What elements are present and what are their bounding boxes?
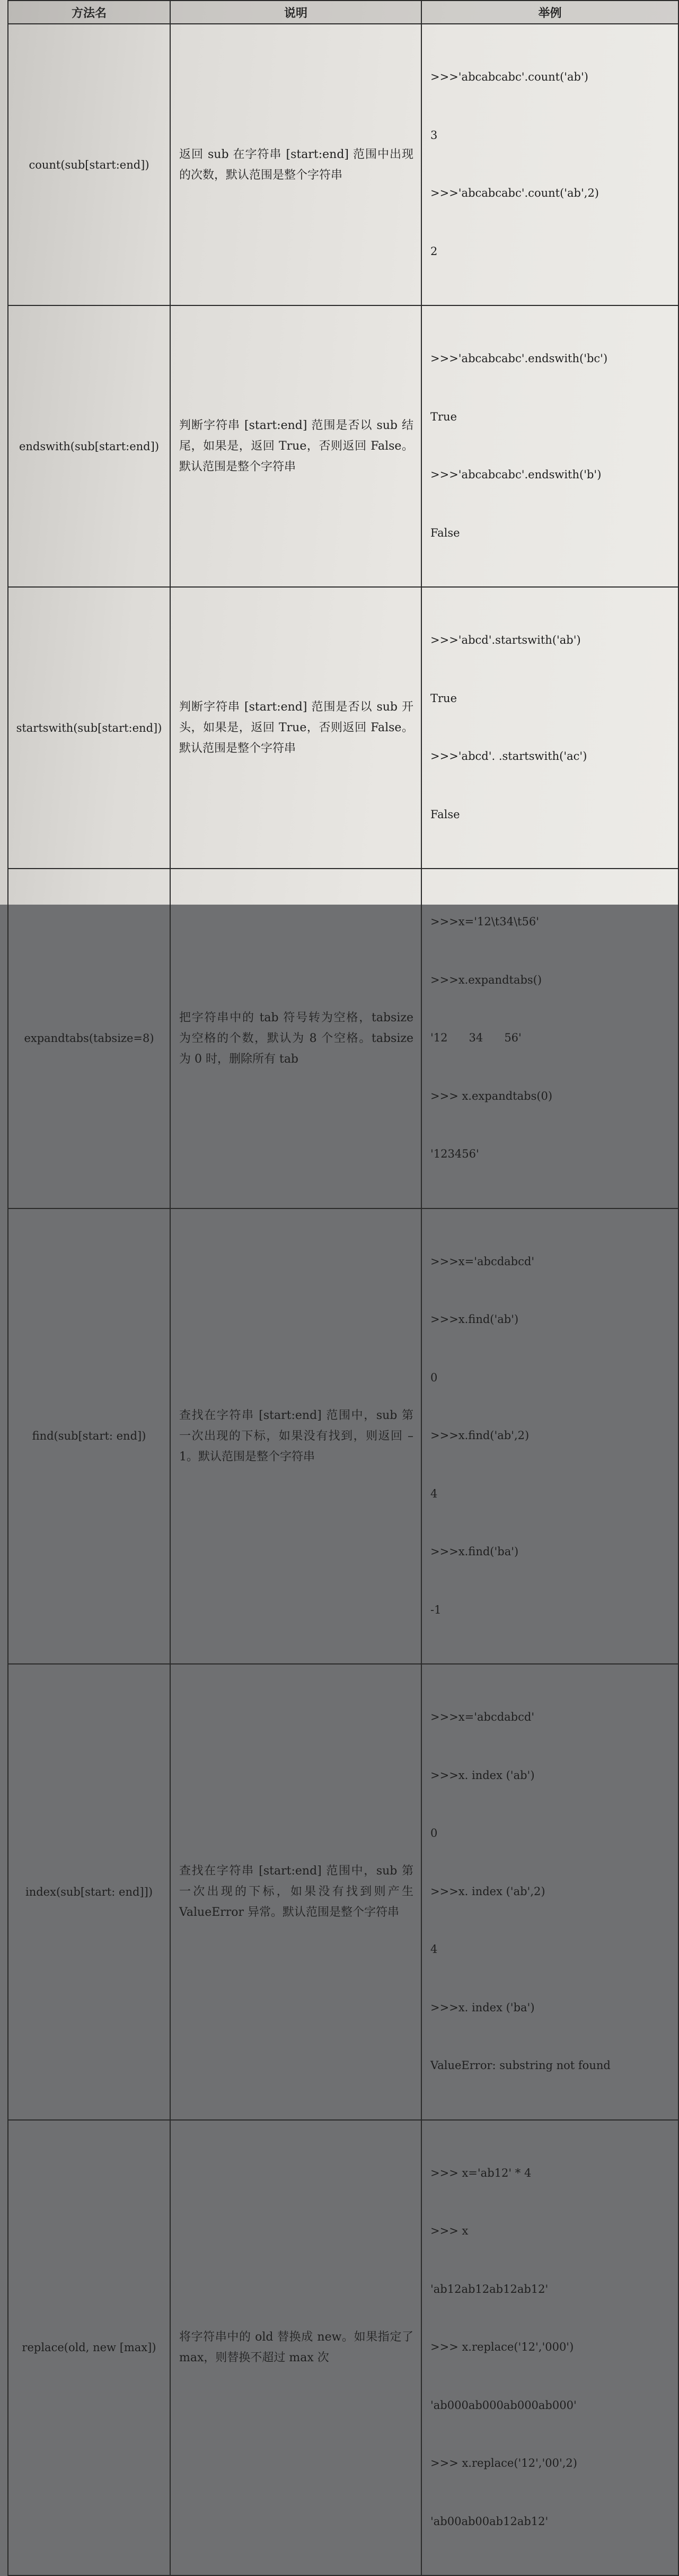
table-row [8, 869, 678, 1208]
method-name: endswith(sub[start:end]) [8, 305, 170, 587]
table-row [8, 305, 678, 587]
string-methods-table [7, 0, 679, 2576]
example-line: '12 34 56' [430, 1031, 522, 1044]
method-example [421, 1664, 678, 2120]
example-line: >>>'abcabcabc'.endswith('bc') [430, 352, 608, 365]
example-line: >>>x.find('ab') [430, 1313, 519, 1326]
table-row [8, 24, 678, 305]
method-name: index(sub[start: end]]) [8, 1664, 170, 2120]
example-line: >>>'abcd'.startswith('ab') [430, 634, 581, 646]
header-row [8, 1, 678, 24]
example-line: >>>'abcabcabc'.count('ab',2) [430, 187, 599, 199]
example-line: 2 [430, 244, 438, 258]
example-line: False [430, 526, 460, 539]
method-description: 判断字符串 [start:end] 范围是否以 sub 结尾，如果是，返回 True，否则返回 False。默认范围是整个字符串 [170, 305, 421, 587]
example-line: >>>x.find('ba') [430, 1545, 519, 1558]
header-description: 说明 [170, 1, 421, 24]
example-line: >>> x.replace('12','00',2) [430, 2457, 577, 2469]
example-line: >>>'abcd'. .startswith('ac') [430, 750, 587, 763]
example-line: '123456' [430, 1147, 479, 1160]
method-description: 查找在字符串 [start:end] 范围中，sub 第一次出现的下标，如果没有找到则产生 ValueError 异常。默认范围是整个字符串 [170, 1664, 421, 2120]
example-line: >>> x='ab12' * 4 [430, 2166, 532, 2179]
example-line: >>>'abcabcabc'.endswith('b') [430, 468, 602, 481]
method-description: 查找在字符串 [start:end] 范围中，sub 第一次出现的下标，如果没有找到，则返回 –1。默认范围是整个字符串 [170, 1208, 421, 1664]
example-line: >>>x. index ('ab') [430, 1768, 535, 1782]
example-line: 4 [430, 1943, 438, 1956]
method-example [421, 1208, 678, 1664]
example-line: >>> x [430, 2224, 469, 2237]
example-line: >>> x.replace('12','000') [430, 2341, 574, 2353]
method-description: 把字符串中的 tab 符号转为空格，tabsize 为空格的个数，默认为 8 个空格。tabsize 为 0 时，删除所有 tab [170, 869, 421, 1208]
example-line: True [430, 691, 457, 705]
method-example [421, 305, 678, 587]
header-example: 举例 [421, 1, 678, 24]
table-row [8, 587, 678, 869]
method-name: startswith(sub[start:end]) [8, 587, 170, 869]
example-line: False [430, 808, 460, 821]
example-line: 4 [430, 1487, 438, 1500]
table-row [8, 1664, 678, 2120]
method-example [421, 24, 678, 305]
example-line: >>>x. index ('ba') [430, 2001, 535, 2014]
header-method: 方法名 [8, 1, 170, 24]
method-name: find(sub[start: end]) [8, 1208, 170, 1664]
example-line: 0 [430, 1827, 438, 1839]
example-line: 3 [430, 128, 438, 142]
example-line: -1 [430, 1603, 442, 1616]
example-line: >>>x='12\t34\t56' [430, 915, 539, 928]
example-line: >>>x='abcdabcd' [430, 1255, 535, 1268]
example-line: >>> x.expandtabs(0) [430, 1089, 553, 1102]
example-line: 0 [430, 1371, 438, 1384]
table-row [8, 1208, 678, 1664]
example-line: 'ab12ab12ab12ab12' [430, 2282, 549, 2295]
method-description: 将字符串中的 old 替换成 new。如果指定了 max，则替换不超过 max 次 [170, 2120, 421, 2576]
example-line: ValueError: substring not found [430, 2059, 611, 2072]
method-description: 返回 sub 在字符串 [start:end] 范围中出现的次数，默认范围是整个字符串 [170, 24, 421, 305]
example-line: >>>x. index ('ab',2) [430, 1885, 545, 1898]
example-line: >>>'abcabcabc'.count('ab') [430, 71, 588, 83]
example-line: True [430, 410, 457, 423]
method-name: count(sub[start:end]) [8, 24, 170, 305]
method-name: expandtabs(tabsize=8) [8, 869, 170, 1208]
table-row [8, 2120, 678, 2576]
example-line: 'ab000ab000ab000ab000' [430, 2398, 577, 2412]
example-line: 'ab00ab00ab12ab12' [430, 2514, 549, 2528]
example-line: >>>x='abcdabcd' [430, 1711, 535, 1723]
method-example [421, 587, 678, 869]
example-line: >>>x.expandtabs() [430, 973, 542, 986]
method-description: 判断字符串 [start:end] 范围是否以 sub 开头，如果是，返回 True，否则返回 False。默认范围是整个字符串 [170, 587, 421, 869]
method-name: replace(old, new [max]) [8, 2120, 170, 2576]
method-example [421, 869, 678, 1208]
example-line: >>>x.find('ab',2) [430, 1429, 530, 1442]
method-example [421, 2120, 678, 2576]
